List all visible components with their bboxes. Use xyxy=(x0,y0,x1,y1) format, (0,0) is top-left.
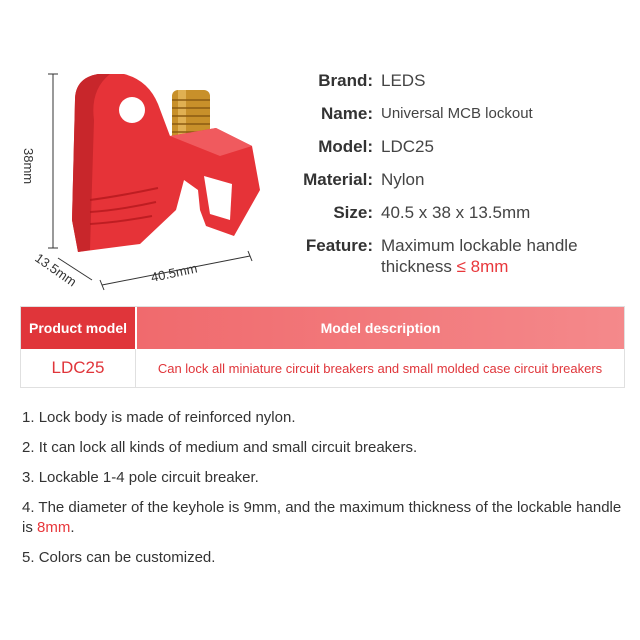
mcb-lockout-illustration xyxy=(20,60,290,295)
spec-label: Material: xyxy=(303,170,373,189)
note-number: 5. xyxy=(22,549,35,566)
note-number: 3. xyxy=(22,469,35,486)
notes-list xyxy=(22,408,627,578)
list-item xyxy=(22,548,627,568)
note-text: The diameter of the keyhole is 9mm, and the maximum thickness of the lockable handle is xyxy=(22,499,622,536)
spec-label: Feature: xyxy=(305,236,373,255)
spec-label: Model: xyxy=(318,137,373,156)
depth-dimension: 13.5mm xyxy=(32,250,80,290)
model-table xyxy=(20,306,625,388)
spec-list xyxy=(285,70,625,288)
spec-model xyxy=(285,136,625,158)
spec-label: Size: xyxy=(333,203,373,222)
note-number: 4. xyxy=(22,499,35,516)
header-product-model: Product model xyxy=(21,307,137,349)
note-number: 2. xyxy=(22,439,35,456)
spec-value: 40.5 x 38 x 13.5mm xyxy=(381,203,531,222)
list-item xyxy=(22,438,627,458)
note-suffix: . xyxy=(70,519,75,536)
spec-feature xyxy=(285,235,625,277)
table-row xyxy=(21,349,624,387)
spec-material xyxy=(285,169,625,191)
spec-value: Universal MCB lockout xyxy=(381,105,533,122)
note-text: Lock body is made of reinforced nylon. xyxy=(38,409,296,426)
header-model-description: Model description xyxy=(137,307,624,349)
feature-line1: Maximum lockable handle xyxy=(381,236,578,255)
red-lock-body xyxy=(72,74,260,252)
spec-label: Name: xyxy=(321,104,373,123)
list-item xyxy=(22,408,627,428)
product-image xyxy=(20,60,290,295)
feature-line2-highlight: ≤ 8mm xyxy=(456,257,509,276)
note-text: Lockable 1-4 pole circuit breaker. xyxy=(38,469,259,486)
spec-value: LDC25 xyxy=(381,137,434,156)
table-header xyxy=(21,307,624,349)
note-text: Colors can be customized. xyxy=(38,549,216,566)
cell-description: Can lock all miniature circuit breakers and small molded case circuit breakers xyxy=(157,360,603,376)
height-dimension: 38mm xyxy=(21,148,36,185)
list-item xyxy=(22,498,627,538)
feature-line2-prefix: thickness xyxy=(381,257,457,276)
width-dimension: 40.5mm xyxy=(149,260,199,285)
spec-name xyxy=(285,103,625,125)
spec-value xyxy=(373,235,578,277)
spec-label: Brand: xyxy=(318,71,373,90)
note-number: 1. xyxy=(22,409,35,426)
spec-size xyxy=(285,202,625,224)
spec-brand xyxy=(285,70,625,92)
spec-value: LEDS xyxy=(381,71,426,90)
note-highlight: 8mm xyxy=(37,519,71,536)
list-item xyxy=(22,468,627,488)
note-text: It can lock all kinds of medium and small circuit breakers. xyxy=(38,439,418,456)
cell-model: LDC25 xyxy=(21,349,136,387)
spec-value: Nylon xyxy=(381,170,425,189)
